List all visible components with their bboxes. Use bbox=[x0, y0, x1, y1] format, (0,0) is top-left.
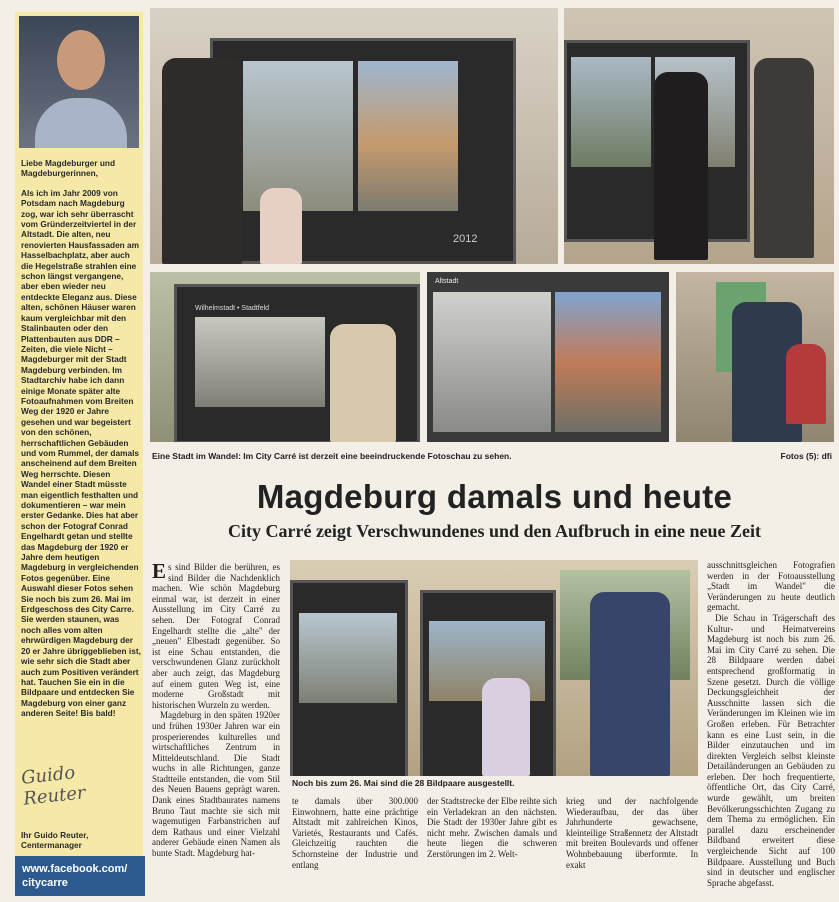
article-paragraph: Die Schau in Trägerschaft des Kultur- und Heimatvereins Magdeburg ist noch bis zum 26. Mai im City Carré zu sehen. Die 28 Bildpaare werden dabei entsprechend großformatig in Szene gesetzt. Durch die völlige Deckungsgleichheit der Ausschnitte lassen sich die Veränderungen im Kleinen wie im Großen erleben. Für Betrachter kann es eine Lust sein, in die Bilder einzutauchen und im direkten Vergleich selbst kleinste Detailänderungen an Gebäuden zu erleben. Der hoch frequentierte, öffentliche Ort, das City Carré, wurde gewählt, um breiten Bevölkerungsschichten Zugang zu dem Thema zu ermöglichen. Ein parallel dazu erscheinender Bildband erweitert diese vergleichende Sicht auf 100 Bildpaare. Ausstellung und Buch sind in deutscher und englischer Sprache abgefasst. bbox=[707, 612, 835, 888]
letter-greeting: Liebe Magdeburger und Magdeburgerinnen, bbox=[21, 158, 116, 179]
signer-name: Ihr Guido Reuter, bbox=[21, 830, 89, 840]
subheadline: City Carré zeigt Verschwundenes und den Aufbruch in eine neue Zeit bbox=[227, 521, 762, 541]
headline: Magdeburg damals und heute bbox=[256, 478, 733, 515]
photo-exhibition-4 bbox=[427, 272, 669, 442]
photo-exhibition-1 bbox=[150, 8, 558, 264]
facebook-link-line1: www.facebook.com/ bbox=[22, 863, 128, 875]
facebook-link-line2: citycarre bbox=[22, 877, 68, 889]
photo-exhibition-3 bbox=[150, 272, 420, 442]
author-portrait bbox=[19, 16, 139, 148]
photo-caption: Eine Stadt im Wandel: Im City Carré ist derzeit eine beeindruckende Fotoschau zu sehen. bbox=[152, 451, 512, 461]
main-photo-caption: Noch bis zum 26. Mai sind die 28 Bildpaare ausgestellt. bbox=[292, 778, 515, 788]
article-paragraph: Es sind Bilder die berühren, es sind Bilder die Nachdenklich machen. Wie schön Magdeburg einmal war, ist derzeit in einer Ausstellung im City Carré zu sehen. Der Fotograf Conrad Engelhardt stellte die „alte" der „neuen" Elbestadt gegenüber. So ist eine Schau entstanden, die verschwundenen Glanz zurückholt aber auch zeigt, das Magdeburg auf einem guten Weg ist, eine moderne Großstadt mit historischen Wurzeln zu werden. bbox=[152, 559, 280, 710]
article-column-5 bbox=[707, 560, 835, 896]
photo-exhibition-5 bbox=[676, 272, 834, 442]
panel-label-wilhelmstadt: Wilhelmstadt • Stadtfeld bbox=[195, 305, 270, 312]
article-paragraph: krieg und der nachfolgende Wiederaufbau, der das über Jahrhunderte gewachsene, kleinteilige Straßennetz der Altstadt mit breiten Boulevards und offener Wohnbebauung überformte. In exakt bbox=[566, 796, 698, 870]
letter-body: Als ich im Jahr 2009 von Potsdam nach Magdeburg zog, war ich sehr überrascht vom Gründerzeitviertel in der Altstadt. Die alten, neu renovierten Hausfassaden am Hasselbachplatz, aber auch die Hegelstraße strahlen eine schon längst vergangene, aber eben wieder neu entdeckte Eleganz aus. Diese alten, schönen Häuser waren kaum vergleichbar mit den Stalinbauten oder den Plattenbauten aus DDR – Zeiten, die viele Nicht – Magdeburger mit der Stadt Magdeburg verbinden. Im Stadtarchiv habe ich dann einige Monate später alte Fotoaufnahmen vom Breiten Weg der 1920 er Jahre gesehen und war begeistert von den schönen, herrschaftlichen Gebäuden und vom Rummel, der damals anscheinend auf dem Breiten Weg herrschte. Diesen Wandel einer Stadt müsste man eigentlich festhalten und dokumentieren – war mein erster Gedanke. Dies hat aber schon der Fotograf Conrad Engelhardt getan und stellte das Magdeburg der 1920 er Jahre dem heutigen Magdeburg in vergleichenden Fotos gegenüber. Eine Auswahl dieser Fotos sehen Sie noch bis zum 26. Mai im Erdgeschoss des City Carre. Sie werden staunen, was noch alles vom alten ehrwürdigen Magdeburg der 20 er Jahre übriggeblieben ist, wie sehr sich die Stadt aber auch zum Positiven verändert hat. Tauchen Sie ein in die Bildpaare und entdecken Sie Magdeburg von einer ganz anderen Seite! Bis bald! bbox=[21, 187, 141, 719]
article-column-2 bbox=[292, 796, 418, 896]
article-paragraph: te damals über 300.000 Einwohnern, hatte eine prächtige Altstadt mit zahlreichen Kinos, Varietés, Restaurants und Cafés. Gleichzeitig rauchten die Schornsteine der Industrie und entlang bbox=[292, 796, 418, 870]
article-paragraph: ausschnittsgleichen Fotografien werden in der Fotoausstellung „Stadt im Wandel" die Veränderungen zu heute deutlich gemacht. bbox=[707, 560, 835, 613]
editorial-column bbox=[15, 12, 143, 890]
panel-label-altstadt: Altstadt bbox=[435, 278, 459, 285]
photo-exhibition-main bbox=[290, 560, 698, 776]
photo-caption-row bbox=[152, 451, 832, 461]
signer-block bbox=[21, 830, 141, 850]
article-column-3 bbox=[427, 796, 557, 896]
handwritten-signature: Guido Reuter bbox=[20, 762, 87, 810]
editorial-letter bbox=[21, 158, 141, 719]
photo-credit: Fotos (5): dfi bbox=[780, 451, 832, 461]
facebook-link[interactable] bbox=[15, 856, 145, 896]
signer-title: Centermanager bbox=[21, 840, 82, 850]
panel-year-label: 2012 bbox=[453, 233, 478, 245]
article-column-1 bbox=[152, 559, 280, 892]
photo-exhibition-2 bbox=[564, 8, 834, 264]
article-column-4 bbox=[566, 796, 698, 896]
dropcap: E bbox=[152, 559, 167, 583]
article-paragraph: der Stadtstrecke der Elbe reihte sich ein Verladekran an den nächsten. Die Stadt der 1930er Jahre gibt es nicht mehr. Zwischen damals und heute liegen die schweren Zerstörungen im 2. Welt- bbox=[427, 796, 557, 859]
article-paragraph: Magdeburg in den späten 1920er und frühen 1930er Jahren war ein prosperierendes kulturelles und wirtschaftliches Zentrum in Mitteldeutschland. Die Stadt wuchs in alle Richtungen, ganze Stadtteile entstanden, die vom Stil des Neuen Bauens geprägt waren. Dank eines Stadtbaurates namens Bruno Taut machte sie sich mit wagemutigen Farbanstrichen auf dem Rathaus und einer Vielzahl anderer Gebäude einen Namen als bunte Stadt. Magdeburg hat- bbox=[152, 710, 280, 859]
